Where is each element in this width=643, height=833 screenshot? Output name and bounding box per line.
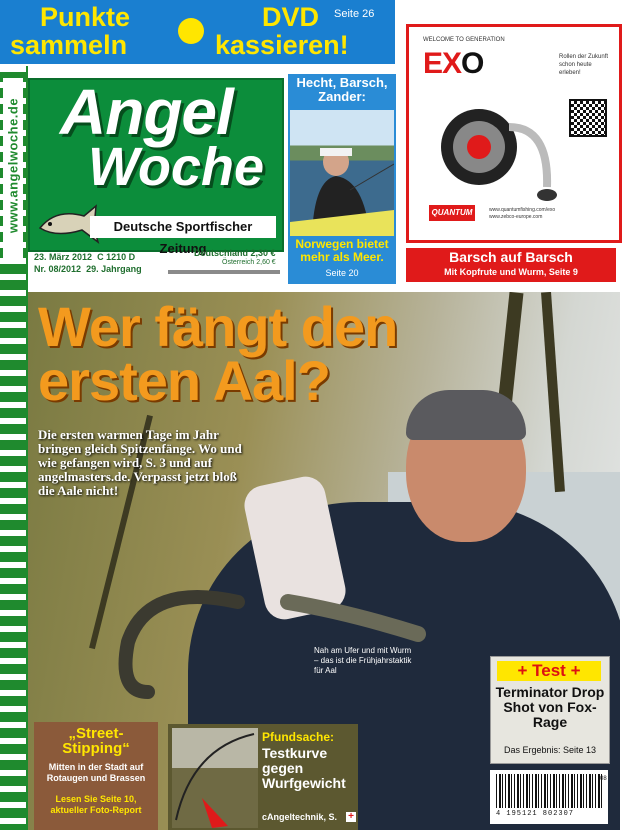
pfund-section: cAngeltechnik, S. <box>262 812 338 822</box>
barcode-number: 4 195121 802307 <box>496 810 575 818</box>
promo-line1-right: DVD <box>262 2 320 32</box>
logo-subtitle: Deutsche Sportfischer Zeitung <box>90 216 276 238</box>
teaser-barsch[interactable] <box>406 248 616 282</box>
ad-brand <box>423 47 483 81</box>
promo-line2-left: sammeln <box>10 30 128 60</box>
promo-banner[interactable] <box>0 0 395 64</box>
price-at: Österreich 2,60 € <box>222 259 276 266</box>
pfund-title: Testkurve gegen Wurfgewicht <box>262 745 346 791</box>
logo-word-woche: Woche <box>88 137 265 197</box>
street-link: Lesen Sie Seite 10, aktueller Foto-Report <box>50 794 142 815</box>
teaser-street-stipping[interactable] <box>34 722 158 830</box>
ad-maker-logo: QUANTUM <box>429 205 475 221</box>
ad-welcome: WELCOME TO GENERATION <box>423 37 505 43</box>
issue-number-text: Nr. 08/2012 <box>34 264 82 274</box>
price-de: Deutschland 2,30 € <box>194 248 276 258</box>
barcode-issue: 08 <box>600 776 607 782</box>
eel-fish-icon <box>88 542 428 702</box>
sidebar-url[interactable]: www.angelwoche.de <box>5 97 21 234</box>
teaser-norwegen-headline: Hecht, Barsch, Zander: <box>296 75 388 104</box>
cover-headline <box>38 295 398 412</box>
quantum-exo-ad[interactable] <box>406 24 622 243</box>
street-text: Mitten in der Stadt auf Rotaugen und Brassen <box>46 762 146 783</box>
ad-slogan: Rollen der Zukunft schon heute erleben! <box>559 54 609 76</box>
fishing-reel-icon <box>429 87 559 207</box>
issue-code: C 1210 D <box>97 252 136 262</box>
issue-year: 29. Jahrgang <box>86 264 142 274</box>
bullet-dot-icon <box>178 18 204 44</box>
test-result: Das Ergebnis: Seite 13 <box>503 745 597 755</box>
promo-line1-left: Punkte <box>40 2 131 32</box>
rod-bend-photo <box>172 728 258 828</box>
street-title: „Street-Stipping“ <box>62 725 130 757</box>
bent-rod-icon <box>172 728 258 828</box>
teaser-norwegen-text: Norwegen bietet mehr als Meer. <box>295 237 389 264</box>
teaser-norwegen-page: Seite 20 <box>325 268 359 278</box>
ad-brand-text: EX <box>423 47 462 80</box>
ad-brand-last: O <box>461 47 484 80</box>
issue-date <box>34 252 135 262</box>
qr-code-icon[interactable] <box>569 99 607 137</box>
test-product: Terminator Drop Shot von Fox-Rage <box>495 684 605 730</box>
ad-url2[interactable]: www.zebco-europe.com <box>489 214 543 220</box>
pfund-kicker: Pfundsache: <box>262 730 335 744</box>
cover-headline-line2: ersten Aal? <box>38 349 330 412</box>
angler-boat-photo <box>290 110 394 236</box>
plus-icon: + <box>346 812 356 822</box>
price-divider <box>168 270 280 274</box>
logo-word-angel: Angel <box>60 76 233 148</box>
test-label: + Test + <box>497 661 601 681</box>
cover-headline-line1: Wer fängt den <box>38 295 398 358</box>
issue-number <box>34 264 142 274</box>
ad-urls <box>489 207 555 221</box>
photo-caption: Nah am Ufer und mit Wurm – das ist die Frühjahrstaktik für Aal <box>314 646 412 675</box>
teaser-test[interactable] <box>490 656 610 764</box>
barcode-bars <box>496 774 602 808</box>
teaser-barsch-title: Barsch auf Barsch <box>449 249 573 265</box>
teaser-pfundsache[interactable] <box>168 724 358 830</box>
issue-date-text: 23. März 2012 <box>34 252 93 262</box>
sidebar-url-box <box>3 78 23 258</box>
tree-trunk <box>541 292 565 492</box>
teaser-norwegen[interactable] <box>288 74 396 284</box>
promo-page: Seite 26 <box>334 8 375 20</box>
promo-line2-right: kassieren! <box>215 30 349 60</box>
cover-intro: Die ersten warmen Tage im Jahr bringen gleich Spitzenfänge. Wo und wie gefangen wird, S. 3 und auf angelmasters.de. Verpasst jetzt bloß die Aale nicht! <box>38 427 242 498</box>
barcode <box>490 770 608 824</box>
angler-hair <box>406 390 526 440</box>
angler-figure-icon <box>290 110 394 236</box>
ad-url1[interactable]: www.quantumfishing.com/exo <box>489 207 556 213</box>
teaser-barsch-text: Mit Kopfrute und Wurm, Seite 9 <box>444 267 578 277</box>
